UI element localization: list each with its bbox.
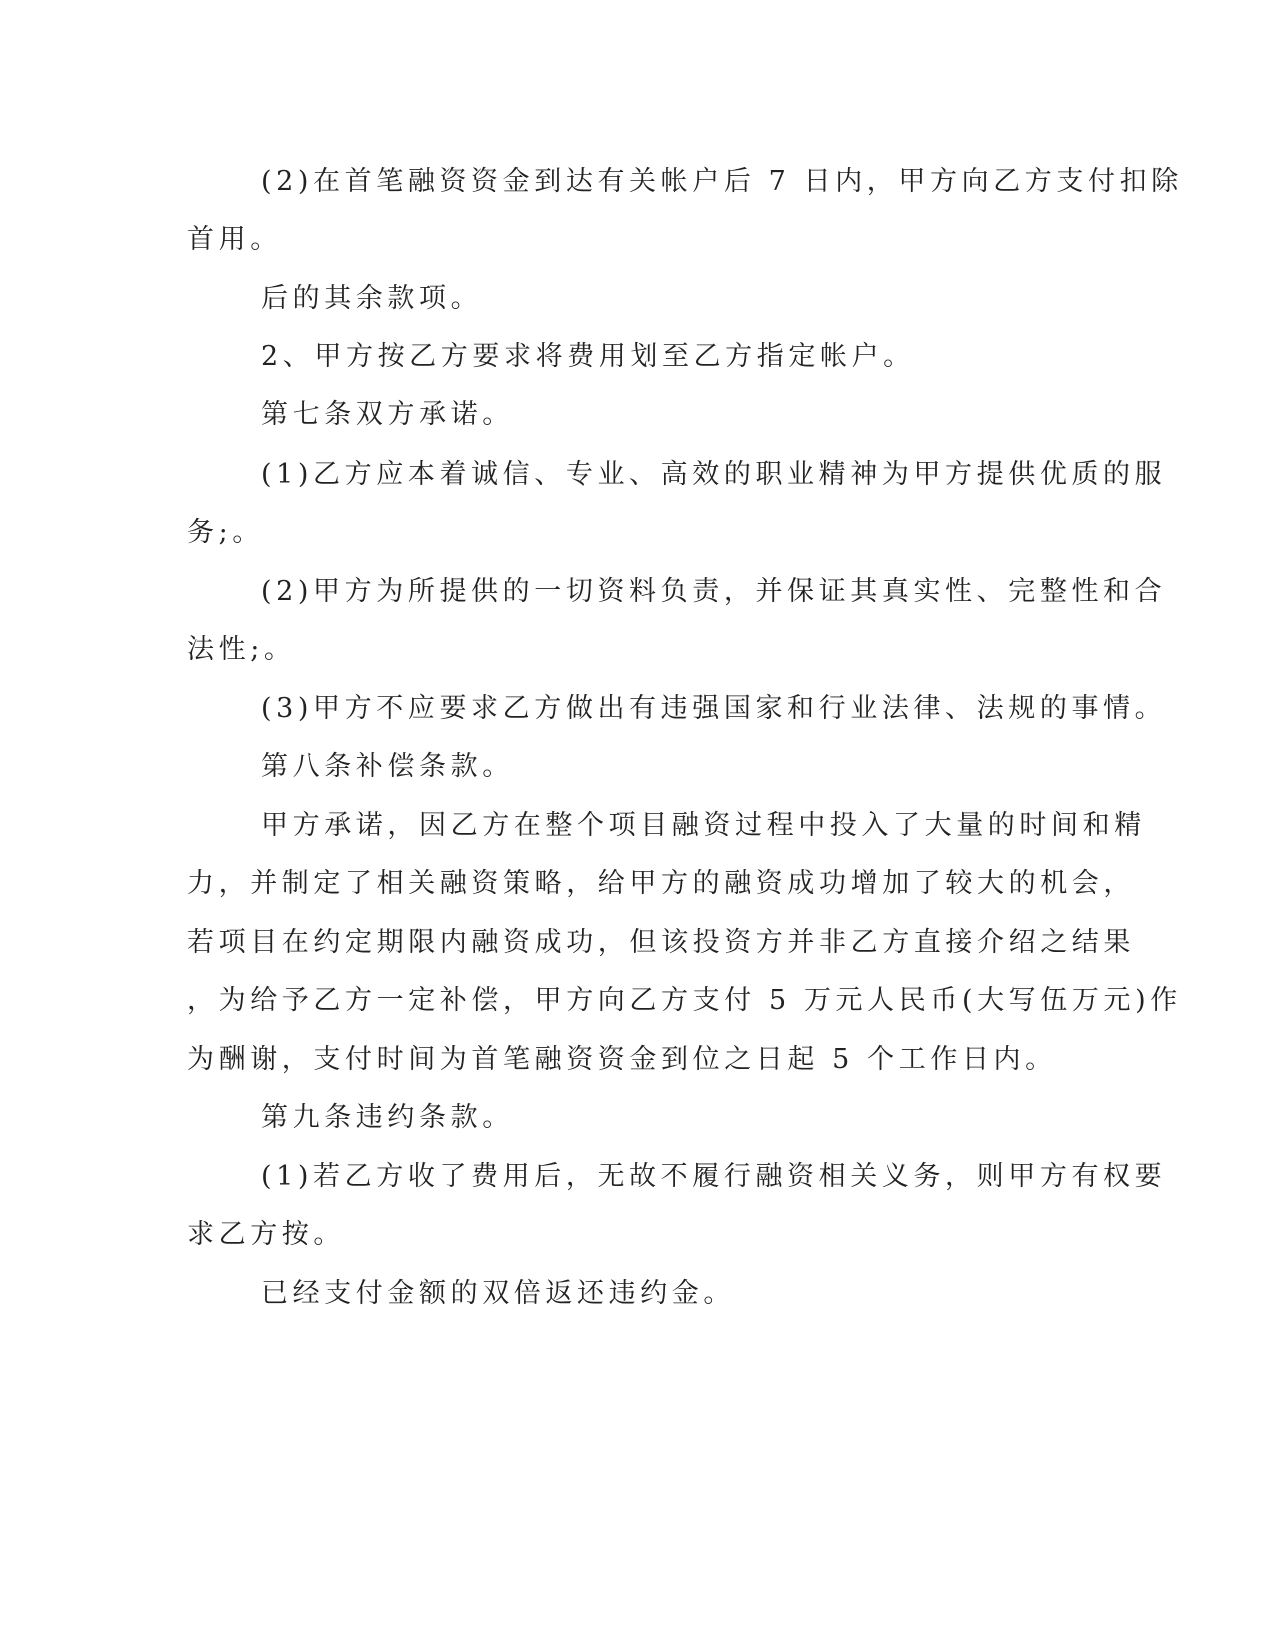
text-line: (1)乙方应本着诚信、专业、高效的职业精神为甲方提供优质的服 (261, 459, 1167, 490)
text-line: 力，并制定了相关融资策略，给甲方的融资成功增加了较大的机会， (187, 868, 1135, 899)
text-line: (3)甲方不应要求乙方做出有违强国家和行业法律、法规的事情。 (261, 693, 1167, 724)
section-heading: 第七条双方承诺。 (261, 399, 514, 430)
text-line: 求乙方按。 (187, 1219, 345, 1250)
text-line: 法性;。 (187, 634, 296, 665)
section-heading: 第九条违约条款。 (261, 1102, 514, 1133)
text-line: 务;。 (187, 517, 264, 548)
text-line: 2、甲方按乙方要求将费用划至乙方指定帐户。 (261, 341, 915, 372)
text-line: 甲方承诺，因乙方在整个项目融资过程中投入了大量的时间和精 (261, 810, 1146, 841)
text-line: 为酬谢，支付时间为首笔融资资金到位之日起 5 个工作日内。 (187, 1044, 1057, 1075)
text-line: 已经支付金额的双倍返还违约金。 (261, 1278, 735, 1309)
text-line: 首用。 (187, 224, 282, 255)
text-line: ，为给予乙方一定补偿，甲方向乙方支付 5 万元人民币(大写伍万元)作 (187, 985, 1182, 1016)
text-line: 后的其余款项。 (261, 283, 483, 314)
text-line: (2)在首笔融资资金到达有关帐户后 7 日内，甲方向乙方支付扣除 (261, 166, 1183, 197)
text-line: (2)甲方为所提供的一切资料负责，并保证其真实性、完整性和合 (261, 576, 1167, 607)
section-heading: 第八条补偿条款。 (261, 751, 514, 782)
text-line: (1)若乙方收了费用后，无故不履行融资相关义务，则甲方有权要 (261, 1161, 1167, 1192)
text-line: 若项目在约定期限内融资成功，但该投资方并非乙方直接介绍之结果 (187, 927, 1135, 958)
